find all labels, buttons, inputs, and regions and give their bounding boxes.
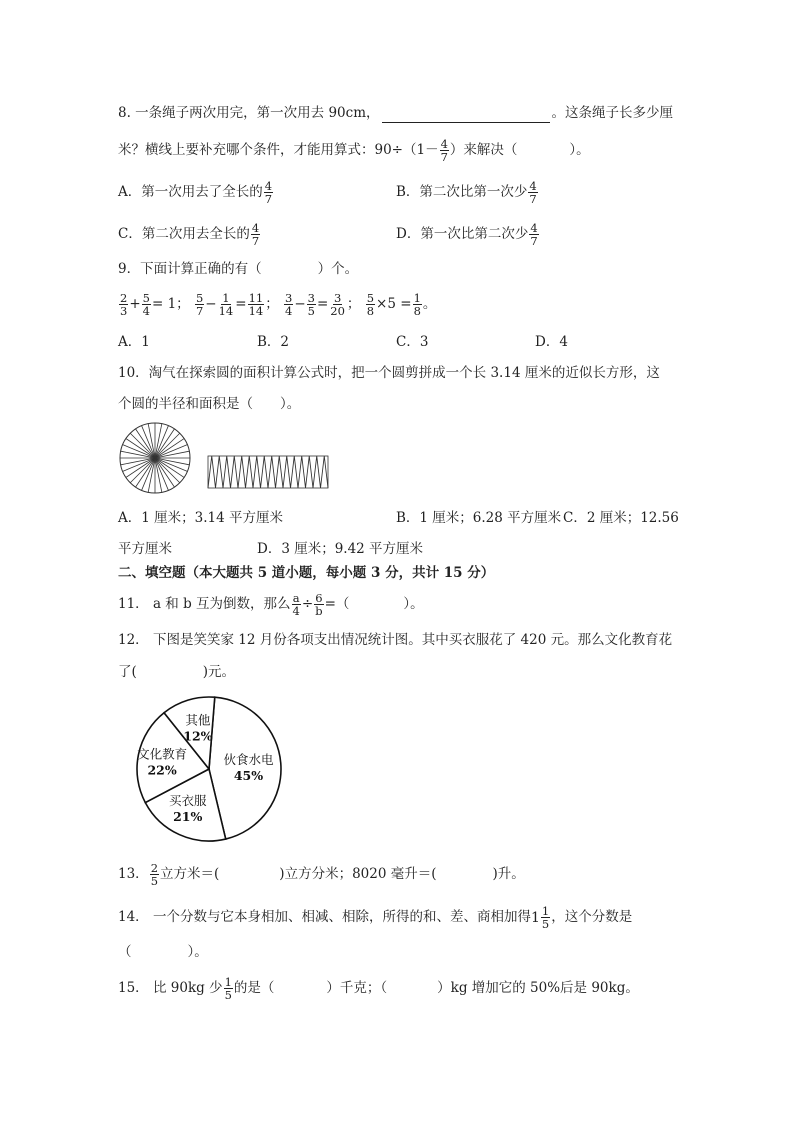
frac-den: 8 [413, 304, 421, 318]
frac-num: 1 [224, 975, 232, 989]
slice-percent-label: 21% [173, 809, 203, 825]
frac-den: b [315, 604, 323, 618]
slice-category-label: 伙食水电 [223, 751, 274, 767]
q8-line2-text: 米？横线上要补充哪个条件，才能用算式：90÷（1－ [118, 142, 439, 158]
frac-den: 5 [224, 988, 232, 1002]
fraction [284, 292, 293, 317]
option-label: A．第一次用去了全长的 [118, 184, 263, 200]
frac-num: 3 [285, 291, 293, 305]
fraction [528, 180, 537, 205]
q14-text: 14． 一个分数与它本身相加、相减、相除，所得的和、差、商相加得 [118, 909, 531, 925]
q14-text-b: ，这个分数是 [551, 909, 633, 925]
frac-num: 4 [529, 179, 537, 193]
q13-text-c: )立方分米；8020 毫升＝( [279, 866, 437, 882]
fraction [142, 292, 151, 317]
frac-den: 8 [366, 304, 375, 318]
q12-text-a: 了( [118, 664, 137, 680]
frac-num: 4 [440, 137, 448, 151]
frac-den: 7 [251, 234, 260, 248]
q8-line1 [118, 103, 673, 123]
q13-text-d: )升。 [492, 866, 525, 882]
frac-den: 3 [120, 304, 128, 318]
q8-answer-line[interactable] [382, 108, 550, 123]
q8-option-a[interactable] [118, 180, 274, 205]
q9-option-c[interactable]: C．3 [396, 334, 429, 350]
q11-end: ）。 [403, 596, 424, 612]
q12-line1: 12． 下图是笑笑家 12 月份各项支出情况统计图。其中买衣服花了 420 元。那么文化教育花 [118, 632, 673, 648]
q10-option-b[interactable]: B．1 厘米；6.28 平方厘米 [396, 510, 562, 526]
expr-tail: = 1； [151, 296, 190, 312]
frac-den: 4 [285, 304, 293, 318]
option-label: D．第一次比第二次少 [396, 226, 529, 242]
frac-num: 1 [541, 904, 550, 918]
slice-category-label: 文化教育 [137, 746, 188, 762]
fraction [248, 292, 265, 317]
q8-line2 [118, 138, 590, 163]
mixed-whole: 1 [530, 909, 540, 926]
q8-option-b[interactable] [396, 180, 539, 205]
q12-line2 [118, 662, 235, 682]
frac-num: 3 [307, 291, 315, 305]
frac-den: 7 [264, 192, 273, 206]
fraction [292, 592, 301, 617]
q14-paren-close: ）。 [187, 944, 208, 960]
q12-text-b: )元。 [202, 664, 236, 680]
q8-line2-text-b: ）来解决（ [449, 142, 518, 158]
frac-den: 20 [330, 304, 345, 318]
q10-line1: 10．淘气在探索圆的面积计算公式时，把一个圆剪拼成一个长 3.14 厘米的近似长方形，这 [118, 365, 660, 381]
frac-num: 2 [120, 291, 128, 305]
operator: ×5 = [376, 296, 412, 312]
frac-num: 5 [366, 291, 375, 305]
frac-num: 5 [195, 291, 204, 305]
frac-den: 14 [218, 304, 234, 318]
fraction [251, 222, 260, 247]
frac-den: 7 [529, 192, 537, 206]
frac-num: 1 [413, 291, 421, 305]
q14-line2 [118, 942, 208, 962]
q9-option-b[interactable]: B．2 [257, 334, 290, 350]
slice-percent-label: 45% [233, 767, 264, 783]
q11-eq: =（ [324, 596, 350, 612]
q9-title-text: 9．下面计算正确的有（ [118, 261, 262, 277]
q15-line [118, 976, 639, 1001]
q13-num: 13． [118, 866, 149, 882]
expense-pie-chart [134, 694, 284, 844]
frac-num: 6 [315, 591, 323, 605]
operator: − [294, 296, 306, 312]
q10-option-c-cont: 平方厘米 [118, 541, 172, 557]
circle-to-rectangle-figure [118, 420, 338, 498]
q10-option-a[interactable]: A．1 厘米；3.14 平方厘米 [118, 510, 283, 526]
operator: + [129, 296, 141, 312]
operator: = [316, 296, 329, 312]
fraction [413, 292, 422, 317]
q8-option-d[interactable] [396, 222, 540, 247]
q14-paren-open: （ [118, 944, 132, 960]
fraction [119, 292, 128, 317]
q9-expressions [118, 292, 436, 317]
frac-num: 11 [248, 291, 264, 305]
q9-option-d[interactable]: D．4 [535, 334, 568, 350]
operator: − [205, 296, 217, 312]
q10-option-c[interactable]: C．2 厘米；12.56 [563, 510, 679, 526]
q13-text-b: 立方米＝( [160, 866, 220, 882]
fraction [224, 976, 233, 1001]
q8-text-b: 。这条绳子长多少厘 [551, 105, 674, 121]
operator: = [235, 296, 247, 312]
fraction [440, 138, 449, 163]
fraction [329, 292, 346, 317]
q9-option-a[interactable]: A．1 [118, 334, 150, 350]
expr-tail: ； [265, 296, 279, 312]
slice-category-label: 买衣服 [169, 793, 207, 809]
expr-tail: 。 [422, 296, 437, 312]
slice-percent-label: 12% [183, 728, 213, 744]
frac-den: 7 [195, 304, 204, 318]
option-label: C．第二次用去全长的 [118, 226, 250, 242]
fraction [529, 222, 538, 247]
frac-num: 1 [222, 291, 230, 305]
section-title: 二、填空题（本大题共 5 道小题，每小题 3 分，共计 15 分） [118, 565, 495, 581]
frac-num: 4 [251, 221, 260, 235]
q13-line [118, 862, 525, 887]
q15-text-b: 的是（ [233, 980, 275, 996]
frac-num: 2 [150, 861, 159, 875]
frac-num: 5 [142, 291, 150, 305]
frac-den: 7 [440, 150, 448, 164]
q8-text-a: 8. 一条绳子两次用完，第一次用去 90cm， [118, 105, 380, 121]
frac-num: 4 [264, 179, 273, 193]
frac-den: 5 [541, 917, 550, 931]
option-label: B．第二次比第一次少 [396, 184, 528, 200]
fraction [195, 292, 204, 317]
q15-text-c: ）千克；（ [326, 980, 388, 996]
fraction [314, 592, 323, 617]
fraction [264, 180, 273, 205]
fraction [366, 292, 375, 317]
frac-den: 5 [150, 874, 159, 888]
frac-den: 14 [248, 304, 264, 318]
frac-den: 7 [530, 234, 538, 248]
q10-line2: 个圆的半径和面积是（ ）。 [118, 396, 301, 412]
frac-den: 4 [142, 304, 150, 318]
operator: ÷ [301, 596, 314, 612]
mixed-number [531, 905, 551, 930]
q8-line2-text-c: ）。 [569, 142, 590, 158]
fraction [150, 862, 159, 887]
expr-tail: ； [346, 296, 361, 312]
q15-text-a: 15． 比 90kg 少 [118, 980, 223, 996]
frac-den: 5 [307, 304, 315, 318]
slice-percent-label: 22% [147, 762, 177, 778]
fraction [541, 905, 550, 930]
fraction [218, 292, 235, 317]
q9-title-end: ）个。 [317, 261, 359, 277]
q11-line [118, 592, 424, 617]
q11-text: 11． a 和 b 互为倒数，那么 [118, 596, 291, 612]
frac-den: 4 [292, 604, 300, 618]
fraction [307, 292, 316, 317]
q15-text-d: ）kg 增加它的 50%后是 90kg。 [437, 980, 639, 996]
cut-circle [120, 423, 190, 493]
frac-num: a [292, 591, 300, 605]
frac-num: 3 [333, 291, 342, 305]
q9-title [118, 259, 358, 279]
q10-option-d[interactable]: D．3 厘米；9.42 平方厘米 [257, 541, 424, 557]
frac-num: 4 [530, 221, 538, 235]
slice-category-label: 其他 [185, 712, 211, 728]
zigzag-pieces [208, 456, 328, 488]
q8-option-c[interactable] [118, 222, 261, 247]
approx-rectangle [208, 456, 328, 488]
q14-line1 [118, 905, 632, 930]
